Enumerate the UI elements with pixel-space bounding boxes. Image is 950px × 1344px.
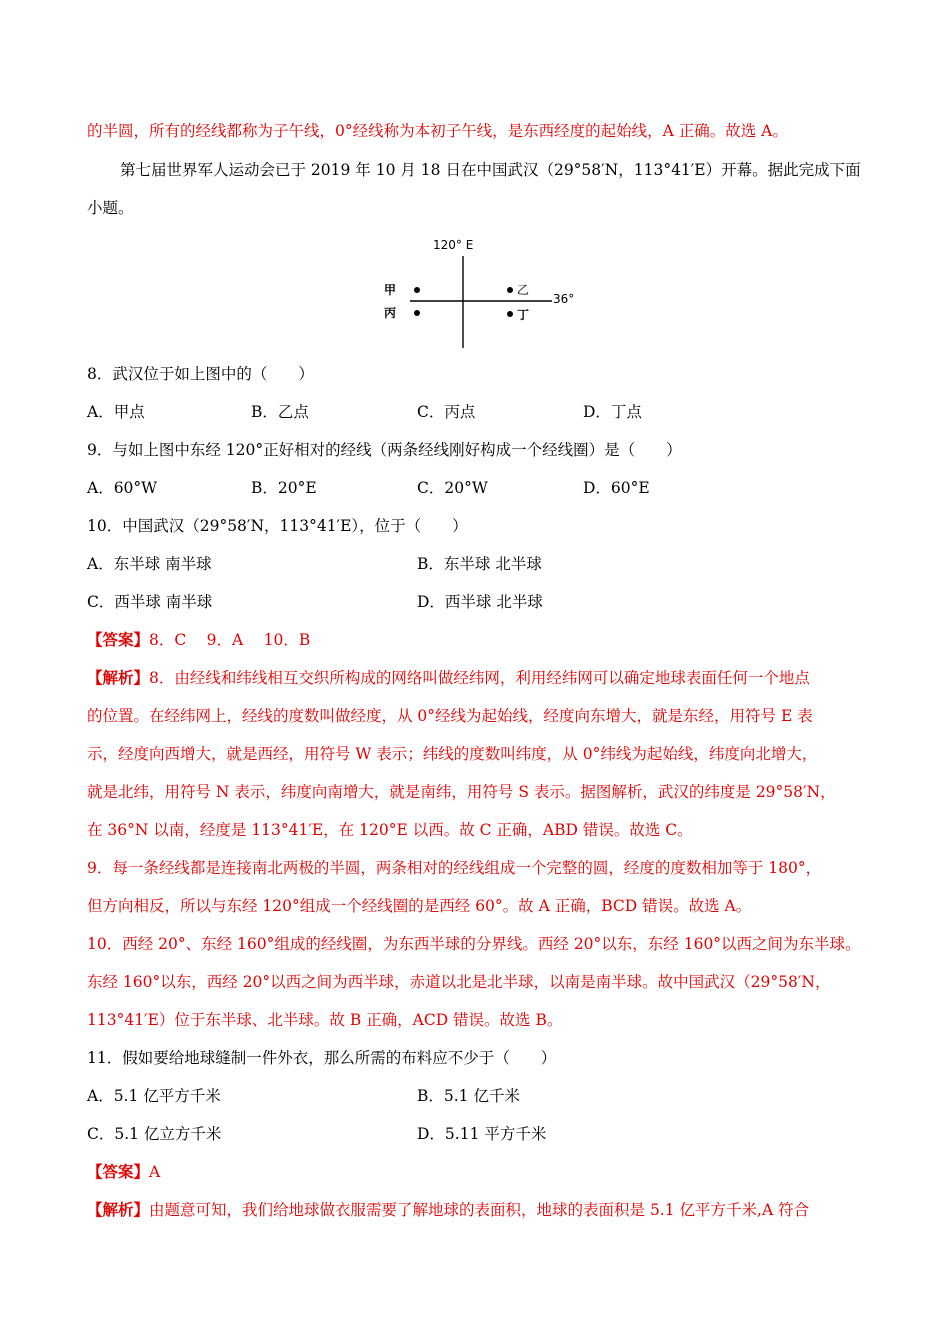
q11-option-a: A．5.1 亿平方千米 bbox=[87, 1087, 221, 1105]
analysis-line: 的位置。在经纬网上，经线的度数叫做经度，从 0°经线为起始线，经度向东增大，就是东经，用符号 E 表 bbox=[87, 707, 813, 725]
answer-block-2 bbox=[87, 1162, 160, 1182]
q8-option-b: B．乙点 bbox=[251, 403, 309, 421]
point-yi-label: 乙 bbox=[517, 283, 530, 297]
q11-option-d: D．5.11 平方千米 bbox=[417, 1125, 547, 1143]
q8-option-a: A．甲点 bbox=[87, 403, 145, 421]
q11-option-c: C．5.1 亿立方千米 bbox=[87, 1125, 222, 1143]
analysis-line: 在 36°N 以南，经度是 113°41′E，在 120°E 以西。故 C 正确，ABD 错误。故选 C。 bbox=[87, 821, 693, 839]
lat-lon-figure bbox=[372, 232, 592, 352]
q10-stem: 10．中国武汉（29°58′N，113°41′E），位于（ ） bbox=[87, 517, 468, 535]
analysis-line: 9．每一条经线都是连接南北两极的半圆，两条相对的经线组成一个完整的圆，经度的度数相加等于 180°， bbox=[87, 859, 822, 877]
analysis-tag: 【解析】 bbox=[87, 1200, 150, 1219]
q9-stem: 9．与如上图中东经 120°正好相对的经线（两条经线刚好构成一个经线圈）是（ ） bbox=[87, 441, 682, 459]
analysis-line: 东经 160°以东，西经 20°以西之间为西半球，赤道以北是北半球，以南是南半球。故中国武汉（29°58′N， bbox=[87, 973, 831, 991]
q11-option-b: B．5.1 亿千米 bbox=[417, 1087, 520, 1105]
prev-analysis-tail: 的半圆，所有的经线都称为子午线，0°经线称为本初子午线，是东西经度的起始线，A 正确。故选 A。 bbox=[87, 122, 788, 140]
answer-tag: 【答案】 bbox=[87, 1162, 150, 1181]
analysis-line: 10．西经 20°、东经 160°组成的经线圈，为东西半球的分界线。西经 20°以东，东经 160°以西之间为东半球。 bbox=[87, 935, 861, 953]
analysis-line: 113°41′E）位于东半球、北半球。故 B 正确，ACD 错误。故选 B。 bbox=[87, 1011, 563, 1029]
point-ding-label: 丁 bbox=[517, 308, 530, 322]
analysis-line: 但方向相反，所以与东经 120°组成一个经线圈的是西经 60°。故 A 正确，BCD 错误。故选 A。 bbox=[87, 897, 752, 915]
analysis-line: 由题意可知，我们给地球做衣服需要了解地球的表面积，地球的表面积是 5.1 亿平方千米,A 符合 bbox=[149, 1201, 810, 1219]
point-bing-label: 丙 bbox=[384, 306, 397, 320]
analysis-block-1 bbox=[87, 668, 810, 688]
passage-intro: 第七届世界军人运动会已于 2019 年 10 月 18 日在中国武汉（29°58′N，113°41′E）开幕。据此完成下面 bbox=[120, 161, 861, 179]
q9-option-c: C．20°W bbox=[417, 479, 488, 497]
q9-option-b: B．20°E bbox=[251, 479, 317, 497]
figure-top-label: 120° E bbox=[433, 238, 474, 252]
q9-option-d: D．60°E bbox=[583, 479, 650, 497]
figure-lat-label: 36° bbox=[553, 292, 575, 306]
point-jia-label: 甲 bbox=[384, 283, 397, 297]
q8-option-c: C．丙点 bbox=[417, 403, 476, 421]
answer-text: A bbox=[149, 1163, 161, 1181]
q10-option-d: D．西半球 北半球 bbox=[417, 593, 543, 611]
analysis-line: 8．由经线和纬线相互交织所构成的网络叫做经纬网，利用经纬网可以确定地球表面任何一个地点 bbox=[149, 669, 810, 687]
answer-block-1 bbox=[87, 630, 310, 650]
analysis-block-2 bbox=[87, 1200, 809, 1220]
answer-text: 8．C 9．A 10．B bbox=[149, 631, 311, 649]
answer-tag: 【答案】 bbox=[87, 630, 150, 649]
q8-option-d: D．丁点 bbox=[583, 403, 642, 421]
analysis-line: 示，经度向西增大，就是西经，用符号 W 表示；纬线的度数叫纬度，从 0°纬线为起始线，纬度向北增大， bbox=[87, 745, 818, 763]
q10-option-a: A．东半球 南半球 bbox=[87, 555, 212, 573]
analysis-line: 就是北纬，用符号 N 表示，纬度向南增大，就是南纬，用符号 S 表示。据图解析，武汉的纬度是 29°58′N， bbox=[87, 783, 836, 801]
q10-option-b: B．东半球 北半球 bbox=[417, 555, 542, 573]
q10-option-c: C．西半球 南半球 bbox=[87, 593, 213, 611]
q9-option-a: A．60°W bbox=[87, 479, 158, 497]
point-ding-dot bbox=[507, 311, 513, 317]
passage-intro-cont: 小题。 bbox=[87, 199, 134, 217]
point-jia-dot bbox=[414, 287, 420, 293]
point-bing-dot bbox=[414, 310, 420, 316]
analysis-tag: 【解析】 bbox=[87, 668, 150, 687]
q11-stem: 11．假如要给地球缝制一件外衣，那么所需的布料应不少于（ ） bbox=[87, 1049, 557, 1067]
point-yi-dot bbox=[507, 287, 513, 293]
q8-stem: 8．武汉位于如上图中的（ ） bbox=[87, 365, 314, 383]
